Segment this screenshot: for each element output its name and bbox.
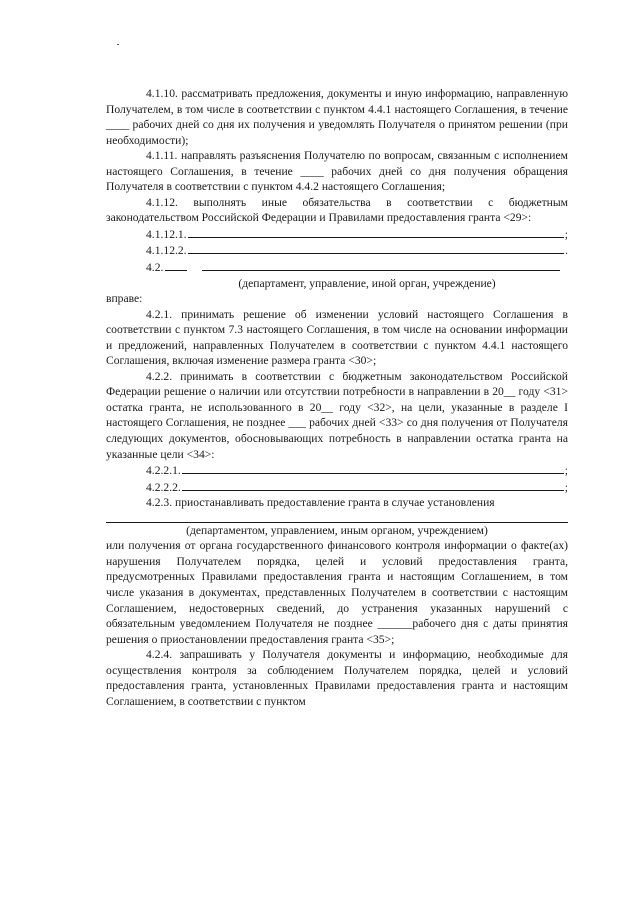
clause-4-2-4: 4.2.4. запрашивать у Получателя документы и информацию, необходимые для осуществления контроля за соблюдением Получателем порядка, целей и условий предоставления гранта, установленных Правилами предоставления гранта и настоящим Соглашением, в соответствии с пунктом [106,648,568,708]
clause-4-1-10: 4.1.10. рассматривать предложения, документы и иную информацию, направленную Получателем, в том числе в соответствии с пунктом 4.4.1 настоящего Соглашения, в течение ____ рабочих дней со дня их получения и уведомлять Получателя о принятом решении (при необходимости); [106,87,568,147]
blank-line [202,259,560,271]
label-vprave: вправе: [106,292,143,306]
blank-line [188,242,565,254]
fill-line-4-1-12-2 [106,242,568,259]
document-body [106,86,568,709]
blank-line-full [106,511,568,523]
clause-4-2-1: 4.2.1. принимать решение об изменении условий настоящего Соглашения в соответствии с пунктом 7.3 настоящего Соглашения, в том числе на основании информации и предложений, направленных Получателем в соответствии с пунктом 4.4.1 настоящего Соглашения, включая изменение размера гранта <30>; [106,307,568,368]
fill-end: ; [564,464,568,478]
fill-label: 4.1.12.2. [146,244,187,258]
fill-end: ; [564,227,568,241]
scan-speck [117,44,119,45]
blank-line [182,479,564,491]
blank-line [188,226,564,238]
fill-label: 4.2. [146,261,164,275]
clause-4-2-3-continued: или получения от органа государственного финансового контроля информации о факте(ах) нарушения Получателем порядка, целей и условий предоставления гранта, предусмотренных Правилами предоставления гранта и настоящим Соглашением, в том числе указания в документах, представленных Получателем в соответствии с настоящим Соглашением, недостоверных сведений, до устранения указанных нарушений с обязательным уведомлением Получателя не позднее ______рабочего дня с даты принятия решения о приостановлении предоставления гранта <35>; [106,539,568,646]
caption-department: (департамент, управление, иной орган, учреждение) [238,276,496,290]
clause-4-1-11: 4.1.11. направлять разъяснения Получателю по вопросам, связанным с исполнением настоящего Соглашения, в течение ____ рабочих дней со дня получения обращения Получателя в соответствии с пунктом 4.4.2 настоящего Соглашения; [106,149,568,194]
clause-4-1-12: 4.1.12. выполнять иные обязательства в соответствии с бюджетным законодательством Российской Федерации и Правилами предоставления гранта <29>: [106,195,568,225]
fill-label: 4.2.2.2. [146,480,181,494]
fill-label: 4.1.12.1. [146,227,187,241]
fill-end: ; [564,480,568,494]
clause-4-2-3: 4.2.3. приостанавливать предоставление гранта в случае установления [146,496,495,510]
blank-line [182,462,564,474]
fill-line-4-2-2-2 [106,479,568,496]
blank-line-short [165,260,187,271]
fill-end: . [565,244,568,258]
fill-label: 4.2.2.1. [146,464,181,478]
caption-department-instrumental: (департаментом, управлением, иным органом, учреждением) [186,523,488,537]
clause-4-2-2: 4.2.2. принимать в соответствии с бюджетным законодательством Российской Федерации решение о наличии или отсутствии потребности в направлении в 20__ году <31> остатка гранта, не использованного в 20__ году <32>, на цели, указанные в разделе I настоящего Соглашения, не позднее ___ рабочих дней <33> со дня получения от Получателя следующих документов, обосновывающих потребность в направлении остатка гранта на указанные цели <34>: [106,369,568,461]
fill-line-4-1-12-1 [106,226,568,243]
fill-line-4-2-2-1 [106,462,568,479]
fill-line-4-2 [106,259,568,276]
